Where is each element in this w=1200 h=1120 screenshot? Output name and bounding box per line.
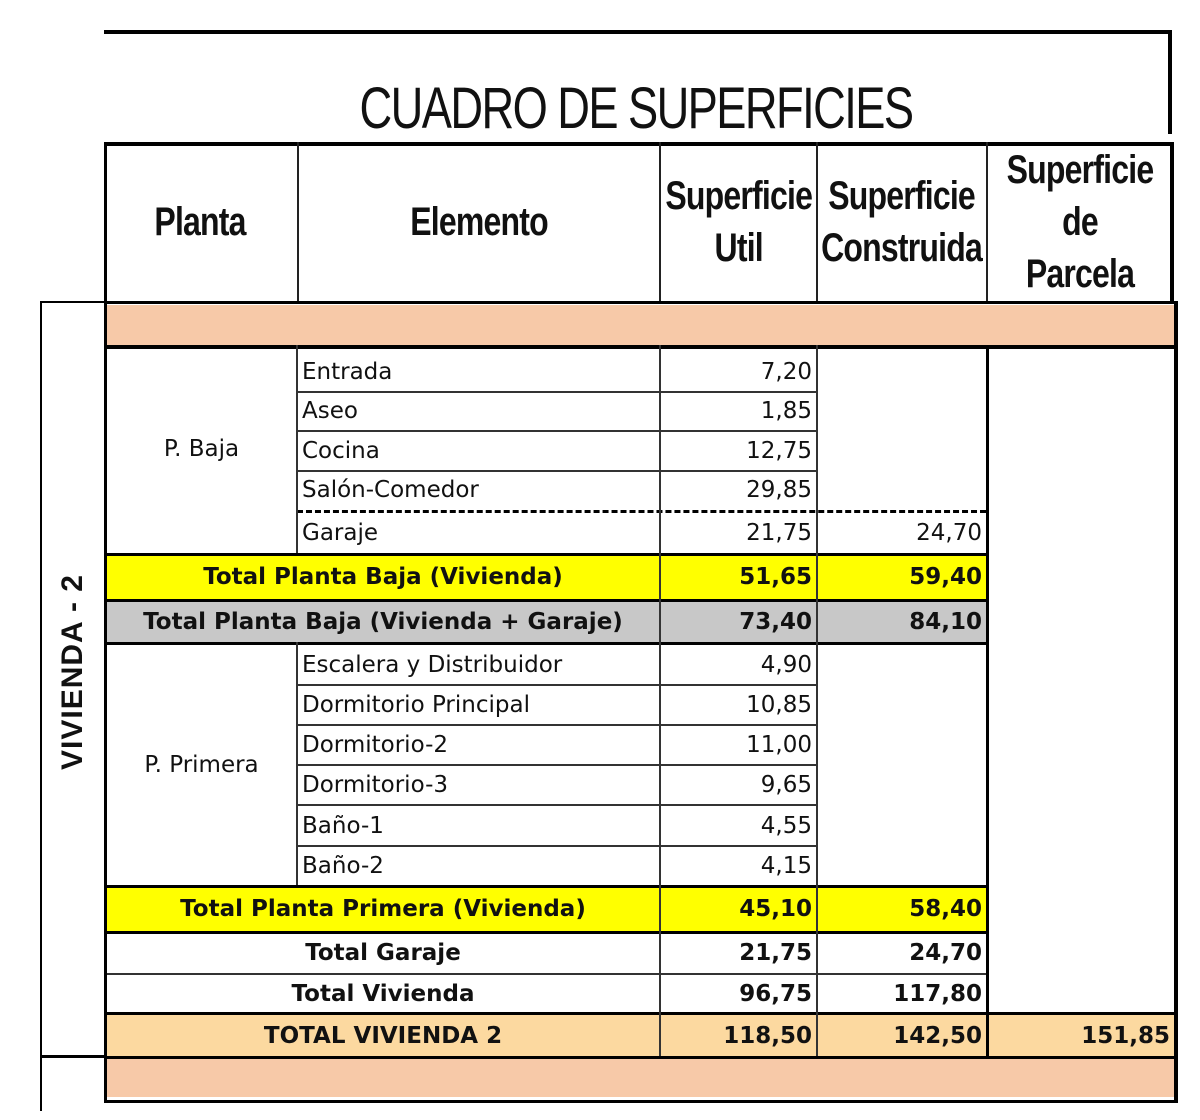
total-construida-cell: 58,40: [909, 896, 982, 922]
elemento-cell: Entrada: [302, 358, 393, 385]
elemento-cell: Garaje: [302, 520, 379, 546]
elemento-cell: Salón-Comedor: [302, 477, 479, 503]
total-construida-cell: 84,10: [909, 608, 982, 635]
total-util-cell: 96,75: [739, 980, 812, 1007]
total-construida-cell: 117,80: [893, 980, 982, 1007]
total-row-label: Total Garaje: [305, 940, 461, 966]
util-cell: 21,75: [746, 520, 812, 546]
grid-line: [986, 345, 989, 1056]
planta-baja-label: P. Baja: [163, 436, 240, 462]
grand-total-util: 118,50: [723, 1022, 812, 1049]
util-cell: 12,75: [746, 437, 812, 464]
construida-cell: 24,70: [916, 520, 982, 546]
header-util: [659, 142, 816, 302]
vivienda-side-label: VIVIENDA - 2: [56, 574, 89, 770]
header-parcela-line1: Superficie de: [1006, 148, 1154, 244]
table-title: CUADRO DE SUPERFICIES: [359, 76, 913, 141]
total-construida-cell: 59,40: [909, 564, 982, 590]
title-box: [104, 30, 1172, 141]
total-util-cell: 45,10: [739, 896, 812, 922]
util-cell: 11,00: [746, 731, 812, 758]
total-util-cell: 73,40: [739, 608, 812, 635]
elemento-cell: Escalera y Distribuidor: [302, 651, 563, 678]
total-util-cell: 51,65: [739, 564, 812, 590]
util-cell: 10,85: [746, 691, 812, 718]
header-planta: [104, 142, 297, 302]
util-cell: 29,85: [746, 477, 812, 503]
util-cell: 9,65: [760, 771, 812, 798]
util-cell: 4,15: [760, 852, 812, 879]
elemento-cell: Dormitorio-3: [302, 771, 448, 798]
planta-primera-label: P. Primera: [144, 751, 259, 778]
header-planta-label: Planta: [154, 200, 247, 244]
total-row-label: Total Planta Baja (Vivienda + Garaje): [143, 608, 623, 635]
grand-total-label: TOTAL VIVIENDA 2: [263, 1022, 503, 1049]
header-util-line1: Superficie: [665, 174, 812, 218]
side-top-border: [40, 301, 106, 303]
elemento-cell: Baño-2: [302, 852, 384, 879]
total-construida-cell: 24,70: [909, 940, 982, 966]
header-right-border: [1170, 142, 1174, 302]
header-parcela: [986, 142, 1172, 302]
side-bottom-border: [40, 1055, 106, 1058]
elemento-cell: Dormitorio-2: [302, 731, 448, 758]
total-row-label: Total Planta Primera (Vivienda): [180, 896, 586, 922]
header-construida: [816, 142, 986, 302]
grid-line: [104, 1056, 1178, 1059]
total-row-label: Total Vivienda: [291, 980, 475, 1007]
util-cell: 4,55: [760, 812, 812, 839]
elemento-cell: Cocina: [302, 437, 380, 464]
header-construida-line2: Construida: [821, 226, 983, 270]
side-left-border: [40, 301, 42, 1111]
util-cell: 7,20: [760, 358, 812, 385]
header-elemento-label: Elemento: [410, 200, 548, 244]
header-construida-line1: Superficie: [828, 174, 976, 218]
header-util-line2: Util: [714, 226, 763, 270]
elemento-cell: Aseo: [302, 398, 358, 424]
total-row-label: Total Planta Baja (Vivienda): [203, 564, 563, 590]
header-parcela-line2: Parcela: [1025, 252, 1135, 296]
total-util-cell: 21,75: [739, 940, 812, 966]
util-cell: 4,90: [760, 651, 812, 678]
elemento-cell: Dormitorio Principal: [302, 691, 530, 718]
header-elemento: [297, 142, 659, 302]
elemento-cell: Baño-1: [302, 812, 384, 839]
grand-total-construida: 142,50: [893, 1022, 982, 1049]
util-cell: 1,85: [760, 398, 812, 424]
grand-total-parcela: 151,85: [1081, 1022, 1170, 1049]
